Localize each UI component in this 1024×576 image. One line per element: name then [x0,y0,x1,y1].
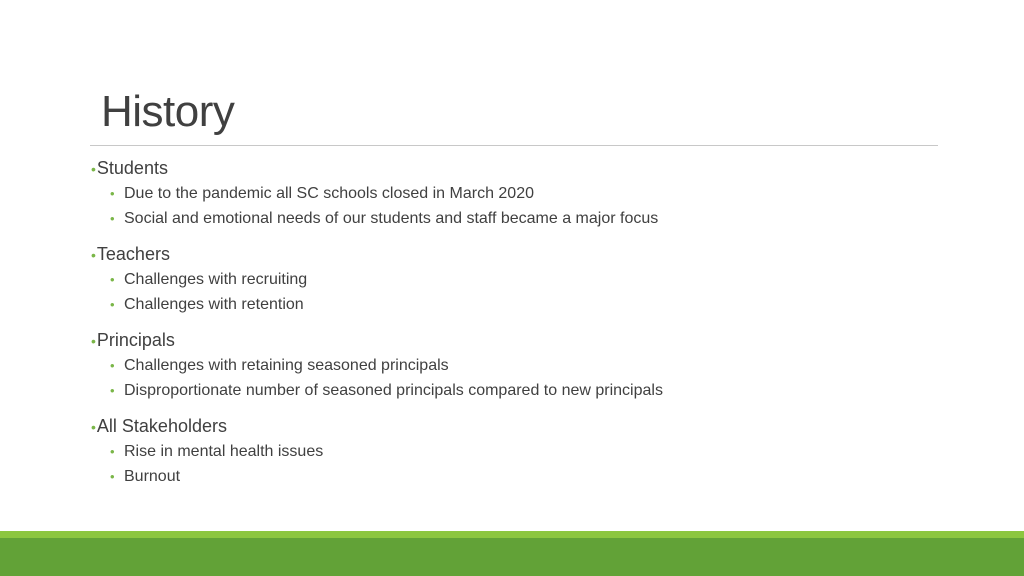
bullet-icon: • [110,297,115,312]
list-item-label: Due to the pandemic all SC schools closed in March 2020 [124,185,534,202]
section-heading-label: Principals [96,330,175,350]
bullet-icon: • [110,444,115,459]
list-item [91,292,951,317]
section-heading [91,328,951,353]
list-item [91,439,951,464]
bullet-icon: • [91,161,96,177]
section-principals [91,328,951,403]
footer-accent-stripe [0,531,1024,538]
section-heading [91,414,951,439]
section-heading-label: Teachers [96,244,170,264]
list-item [91,378,951,403]
section-heading [91,156,951,181]
list-item [91,464,951,489]
list-item [91,206,951,231]
slide-content [91,156,951,500]
list-item-label: Disproportionate number of seasoned principals compared to new principals [124,382,663,399]
list-item [91,353,951,378]
section-teachers [91,242,951,317]
bullet-icon: • [110,186,115,201]
footer-band [0,538,1024,576]
list-item-label: Challenges with retention [124,296,304,313]
section-heading-label: All Stakeholders [96,416,227,436]
bullet-icon: • [110,383,115,398]
section-heading [91,242,951,267]
bullet-icon: • [110,358,115,373]
slide-title: History [101,87,235,136]
bullet-icon: • [110,272,115,287]
list-item-label: Burnout [124,468,181,485]
section-students [91,156,951,231]
bullet-icon: • [110,211,115,226]
list-item-label: Rise in mental health issues [124,443,324,460]
title-divider [90,145,938,146]
bullet-icon: • [91,419,96,435]
bullet-icon: • [91,333,96,349]
list-item-label: Challenges with recruiting [124,271,308,288]
list-item-label: Challenges with retaining seasoned principals [124,357,449,374]
list-item [91,181,951,206]
bullet-icon: • [110,469,115,484]
bullet-icon: • [91,247,96,263]
list-item [91,267,951,292]
list-item-label: Social and emotional needs of our students and staff became a major focus [124,210,659,227]
section-heading-label: Students [96,158,168,178]
section-all-stakeholders [91,414,951,489]
